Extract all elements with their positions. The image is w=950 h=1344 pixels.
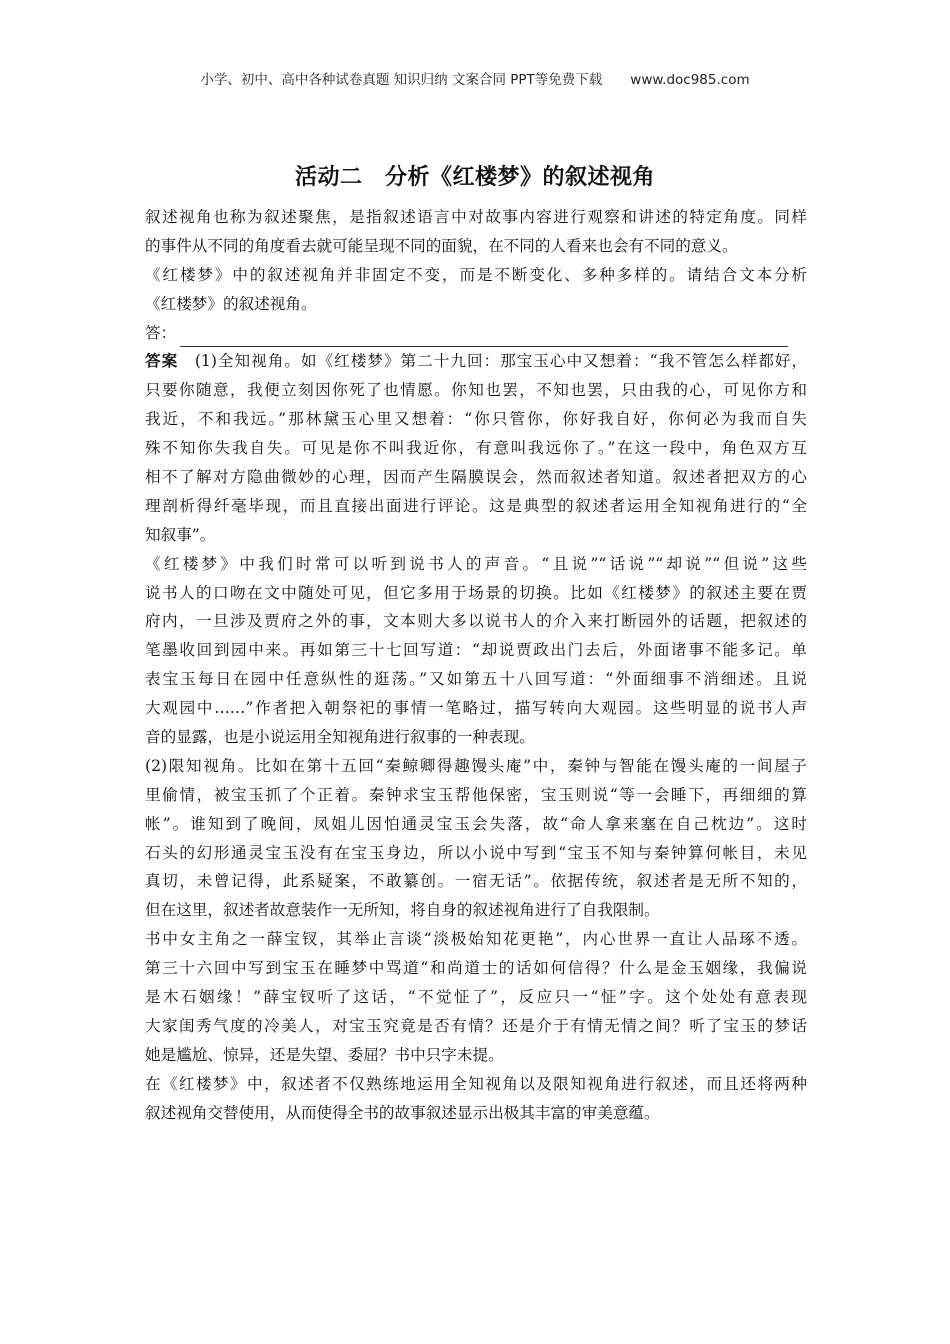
answer-line: 真切，未曾记得，此系疑案，不敢纂创。一宿无话”。依据传统，叙述者是无所不知的， [145,872,807,891]
question-line: 的事件从不同的角度看去就可能呈现不同的面貌，在不同的人看来也会有不同的意义。 [145,236,738,255]
answer-blank-row [145,319,807,348]
answer-line: 殊不知你失我自失。可见是你不叫我近你，有意叫我远你了。”在这一段中，角色双方互 [145,439,807,458]
page-title: 活动二 分析《红楼梦》的叙述视角 [294,165,655,190]
answer-line: 在《红楼梦》中，叙述者不仅熟练地运用全知视角以及限知视角进行叙述，而且还将两种 [145,1074,807,1093]
answer-section [145,347,807,1127]
answer-paragraph [145,925,807,1069]
page-header [0,68,950,88]
answer-line: 说书人的口吻在文中随处可见，但它多用于场景的切换。比如《红楼梦》的叙述主要在贾 [145,583,807,602]
header-site: www.doc985.com [630,72,750,88]
answer-line: 但在这里，叙述者故意装作一无所知，将自身的叙述视角进行了自我限制。 [145,901,660,920]
answer-line: 知叙事”。 [145,525,216,544]
answer-line: 音的显露，也是小说运用全知视角进行叙事的一种表现。 [145,728,535,747]
answer-paragraph [145,1070,807,1128]
answer-line: 只要你随意，我便立刻因你死了也情愿。你知也罢，不知也罢，只由我的心，可见你方和 [145,381,807,400]
answer-line: 书中女主角之一薛宝钗，其举止言谈“淡极始知花更艳”，内心世界一直让人品琢不透。 [145,930,807,949]
answer-line: 大家闺秀气度的冷美人，对宝玉究竟是否有情？还是介于有情无情之间？听了宝玉的梦话 [145,1016,807,1035]
answer-line: 《红楼梦》中我们时常可以听到说书人的声音。“且说”“话说”“却说”“但说”这些 [145,554,807,573]
answer-paragraph [145,752,807,925]
answer-paragraph [145,376,807,549]
question [145,203,807,347]
question-line: 《红楼梦》中的叙述视角并非固定不变，而是不断变化、多种多样的。请结合文本分析 [145,265,807,284]
answer-blank-line[interactable] [180,326,788,347]
answer-first-text: (1)全知视角。如《红楼梦》第二十九回：那宝玉心中又想着：“我不管怎么样都好， [178,352,807,371]
answer-key-label: 答案 [145,352,179,371]
answer-line: 相不了解对方隐曲微妙的心理，因而产生隔膜误会，然而叙述者知道。叙述者把双方的心 [145,468,807,487]
answer-line: 石头的幻形通灵宝玉没有在宝玉身边，所以小说中写到“宝玉不知与秦钟算何帐目，未见 [145,843,807,862]
answer-line: 笔墨收回到园中来。再如第三十七回写道：“却说贾政出门去后，外面诸事不能多记。单 [145,641,807,660]
question-line: 《红楼梦》的叙述视角。 [145,294,317,313]
answer-label: 答： [145,323,177,342]
answer-line: 叙述视角交替使用，从而使得全书的故事叙述显示出极其丰富的审美意蕴。 [145,1103,660,1122]
answer-line: 表宝玉每日在园中任意纵性的逛荡。”又如第五十八回写道：“外面细事不消细述。且说 [145,670,807,689]
answer-line: 是木石姻缘！”薛宝钗听了这话，“不觉怔了”，反应只一“怔”字。这个处处有意表现 [145,988,807,1007]
answer-line: 大观园中……”作者把入朝祭祀的事情一笔略过，描写转向大观园。这些明显的说书人声 [145,699,807,718]
header-text: 小学、初中、高中各种试卷真题 知识归纳 文案合同 PPT等免费下载 [200,72,603,88]
question-line: 叙述视角也称为叙述聚焦，是指叙述语言中对故事内容进行观察和讲述的特定角度。同样 [145,208,807,226]
answer-line: 里偷情，被宝玉抓了个正着。秦钟求宝玉帮他保密，宝玉则说“等一会睡下，再细细的算 [145,785,807,804]
answer-first-line [145,347,807,376]
answer-paragraph [145,550,807,752]
answer-line: (2)限知视角。比如在第十五回“秦鲸卿得趣馒头庵”中，秦钟与智能在馒头庵的一间屋子 [145,756,807,775]
answer-line: 第三十六回中写到宝玉在睡梦中骂道“和尚道士的话如何信得？什么是金玉姻缘，我偏说 [145,959,807,978]
answer-line: 理剖析得纤毫毕现，而且直接出面进行评论。这是典型的叙述者运用全知视角进行的“全 [145,496,807,515]
answer-line: 府内，一旦涉及贾府之外的事，文本则大多以说书人的介入来打断园外的话题，把叙述的 [145,612,807,631]
answer-line: 她是尴尬、惊异，还是失望、委屈？书中只字未提。 [145,1045,504,1064]
answer-line: 帐”。谁知到了晚间，凤姐儿因怕通灵宝玉会失落，故“命人拿来塞在自己枕边”。这时 [145,814,807,833]
answer-line: 我近，不和我远。”那林黛玉心里又想着：“你只管你，你好我自好，你何必为我而自失 [145,410,807,429]
document-body [145,203,807,1128]
